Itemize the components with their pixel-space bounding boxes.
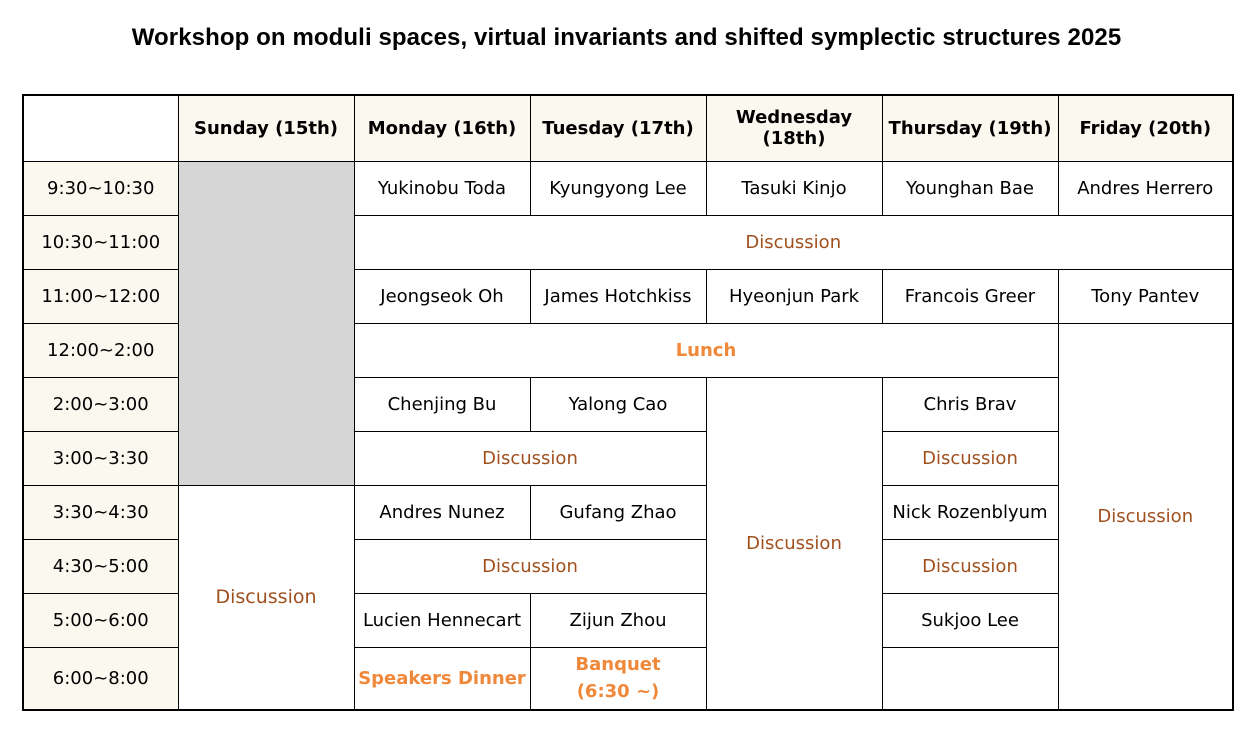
talk-cell: Andres Nunez [354,485,530,539]
time-cell: 12:00~2:00 [23,323,178,377]
talk-cell: Chris Brav [882,377,1058,431]
corner-cell [23,95,178,161]
table-row [23,161,1233,215]
header-row [23,95,1233,161]
talk-cell: Yukinobu Toda [354,161,530,215]
discussion-cell: Discussion [354,215,1233,269]
talk-cell: Tasuki Kinjo [706,161,882,215]
talk-cell: Chenjing Bu [354,377,530,431]
talk-cell: Younghan Bae [882,161,1058,215]
day-header-wednesday: Wednesday (18th) [706,95,882,161]
talk-cell: Francois Greer [882,269,1058,323]
talk-cell: Kyungyong Lee [530,161,706,215]
talk-cell: Andres Herrero [1058,161,1233,215]
time-cell: 9:30~10:30 [23,161,178,215]
time-cell: 3:00~3:30 [23,431,178,485]
talk-cell: James Hotchkiss [530,269,706,323]
day-header-friday: Friday (20th) [1058,95,1233,161]
talk-cell: Jeongseok Oh [354,269,530,323]
discussion-cell: Discussion [354,539,706,593]
table-row [23,485,1233,539]
speakers-dinner-cell: Speakers Dinner [354,647,530,710]
time-cell: 10:30~11:00 [23,215,178,269]
talk-cell: Sukjoo Lee [882,593,1058,647]
talk-cell: Hyeonjun Park [706,269,882,323]
time-cell: 4:30~5:00 [23,539,178,593]
lunch-cell: Lunch [354,323,1058,377]
time-cell: 11:00~12:00 [23,269,178,323]
discussion-cell: Discussion [882,431,1058,485]
talk-cell: Tony Pantev [1058,269,1233,323]
discussion-cell: Discussion [1058,323,1233,710]
talk-cell: Gufang Zhao [530,485,706,539]
discussion-cell: Discussion [178,485,354,710]
day-header-tuesday: Tuesday (17th) [530,95,706,161]
talk-cell: Nick Rozenblyum [882,485,1058,539]
sunday-unavailable-block [178,161,354,485]
day-header-monday: Monday (16th) [354,95,530,161]
discussion-cell: Discussion [706,377,882,710]
talk-cell: Zijun Zhou [530,593,706,647]
day-header-sunday: Sunday (15th) [178,95,354,161]
empty-cell [882,647,1058,710]
discussion-cell: Discussion [354,431,706,485]
banquet-cell [530,647,706,710]
time-cell: 3:30~4:30 [23,485,178,539]
time-cell: 6:00~8:00 [23,647,178,710]
talk-cell: Lucien Hennecart [354,593,530,647]
page-title: Workshop on moduli spaces, virtual invariants and shifted symplectic structures 2025 [131,24,1122,51]
banquet-time: (6:30 ~) [576,681,660,703]
banquet-label: Banquet [575,654,661,676]
time-cell: 2:00~3:00 [23,377,178,431]
day-header-thursday: Thursday (19th) [882,95,1058,161]
schedule-table [22,94,1234,711]
talk-cell: Yalong Cao [530,377,706,431]
time-cell: 5:00~6:00 [23,593,178,647]
discussion-cell: Discussion [882,539,1058,593]
